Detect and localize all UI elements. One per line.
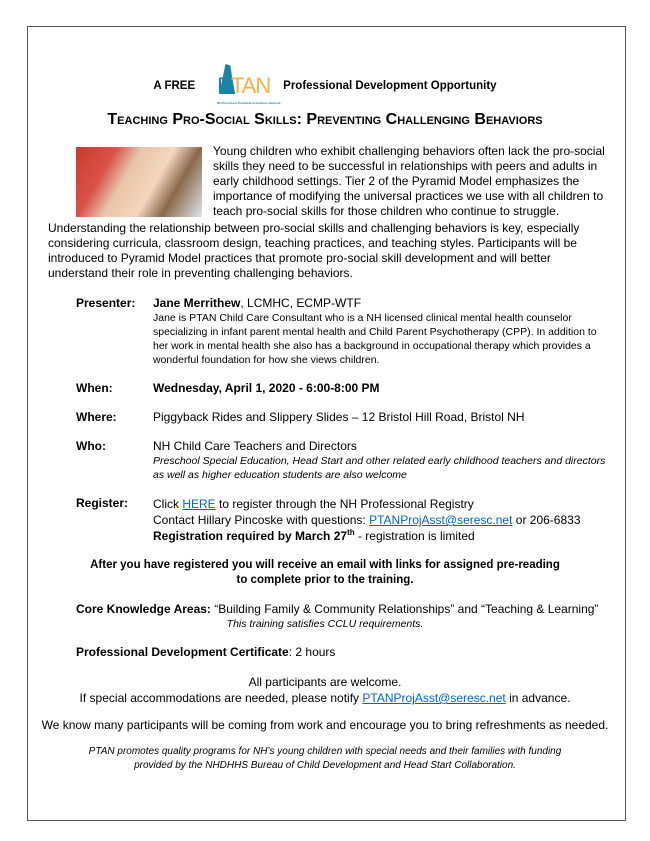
- accommodation-email-link[interactable]: PTANProjAsst@seresc.net: [362, 691, 506, 705]
- where-section: Where: Piggyback Rides and Slippery Slides – 12 Bristol Hill Road, Bristol NH: [76, 410, 525, 424]
- header-prefix: A FREE: [153, 80, 196, 92]
- register-here-link[interactable]: HERE: [182, 497, 216, 511]
- who-section: Who: NH Child Care Teachers and Directors Preschool Special Education, Head Start and other related early childhood teachers and directors as well as higher education students are also welcome: [76, 439, 606, 481]
- intro-text: Young children who exhibit challenging behaviors often lack the pro-social skills they need to be successful in relationships with peers and adults in early childhood settings. Tier 2 of the Pyramid Model emphasizes the importance of modifying the universal practices we use with all children to teach pro-social skills for those children who continue to struggle.: [213, 144, 605, 218]
- contact-email-link[interactable]: PTANProjAsst@seresc.net: [369, 513, 513, 527]
- presenter-section: Presenter: Jane Merrithew, LCMHC, ECMP-WTF Jane is PTAN Child Care Consultant who is a NH licensed clinical mental health counselor specializing in infant parent mental health and Child Parent Psychotherapy (CPP). In addition to her work in mental health she also has a background in occupational therapy which provides a wonderful foundation for how she views children.: [76, 296, 610, 367]
- page-title: Teaching Pro-Social Skills: Preventing Challenging Behaviors: [107, 111, 543, 128]
- footer-note: PTAN promotes quality programs for NH’s young children with special needs and their families with funding provided by the NHDHHS Bureau of Child Development and Head Start Collaboration.: [88, 746, 562, 771]
- when-section: When: Wednesday, April 1, 2020 - 6:00-8:00 PM: [76, 381, 380, 395]
- after-registration-note: After you have registered you will receive an email with links for assigned pre-reading to complete prior to the training.: [90, 559, 560, 586]
- presenter-name: Jane Merrithew: [153, 296, 241, 310]
- refreshments-note: We know many participants will be coming from work and encourage you to bring refreshments as needed.: [41, 718, 609, 732]
- accommodations: All participants are welcome. If special accommodations are needed, please notify PTANProjAsst@seresc.net in advance.: [79, 675, 571, 705]
- certificate: Professional Development Certificate: 2 hours: [76, 645, 336, 659]
- ptan-logo: PTAN NH Preschool Technical Assistance Network: [207, 64, 275, 108]
- ccl-note: This training satisfies CCLU requirements.: [226, 618, 424, 630]
- header: [0, 64, 650, 108]
- intro-text-continued: Understanding the relationship between pro-social skills and challenging behaviors is key, especially considering curricula, classroom design, teaching practices, and teaching styles. Participants will be introduced to Pyramid Model practices that promote pro-social skill development and will better understand their role in preventing challenging behaviors.: [48, 221, 580, 280]
- core-knowledge: Core Knowledge Areas: “Building Family & Community Relationships” and “Teaching & Learning”: [76, 602, 599, 616]
- presenter-bio: Jane is PTAN Child Care Consultant who is a NH licensed clinical mental health counselor specializing in infant parent mental health and Child Parent Psychotherapy (CPP). In addition to her work in mental health she also has a background in occupational therapy which provides a wonderful foundation for how she views children.: [153, 312, 597, 366]
- children-photo: [76, 147, 202, 217]
- header-suffix: Professional Development Opportunity: [283, 80, 497, 92]
- register-section: Register: Click HERE to register through the NH Professional Registry Contact Hillary Pincoske with questions: PTANProjAsst@seresc.net or 206-6833 Registration required by March 27th - registration is limited: [76, 496, 581, 543]
